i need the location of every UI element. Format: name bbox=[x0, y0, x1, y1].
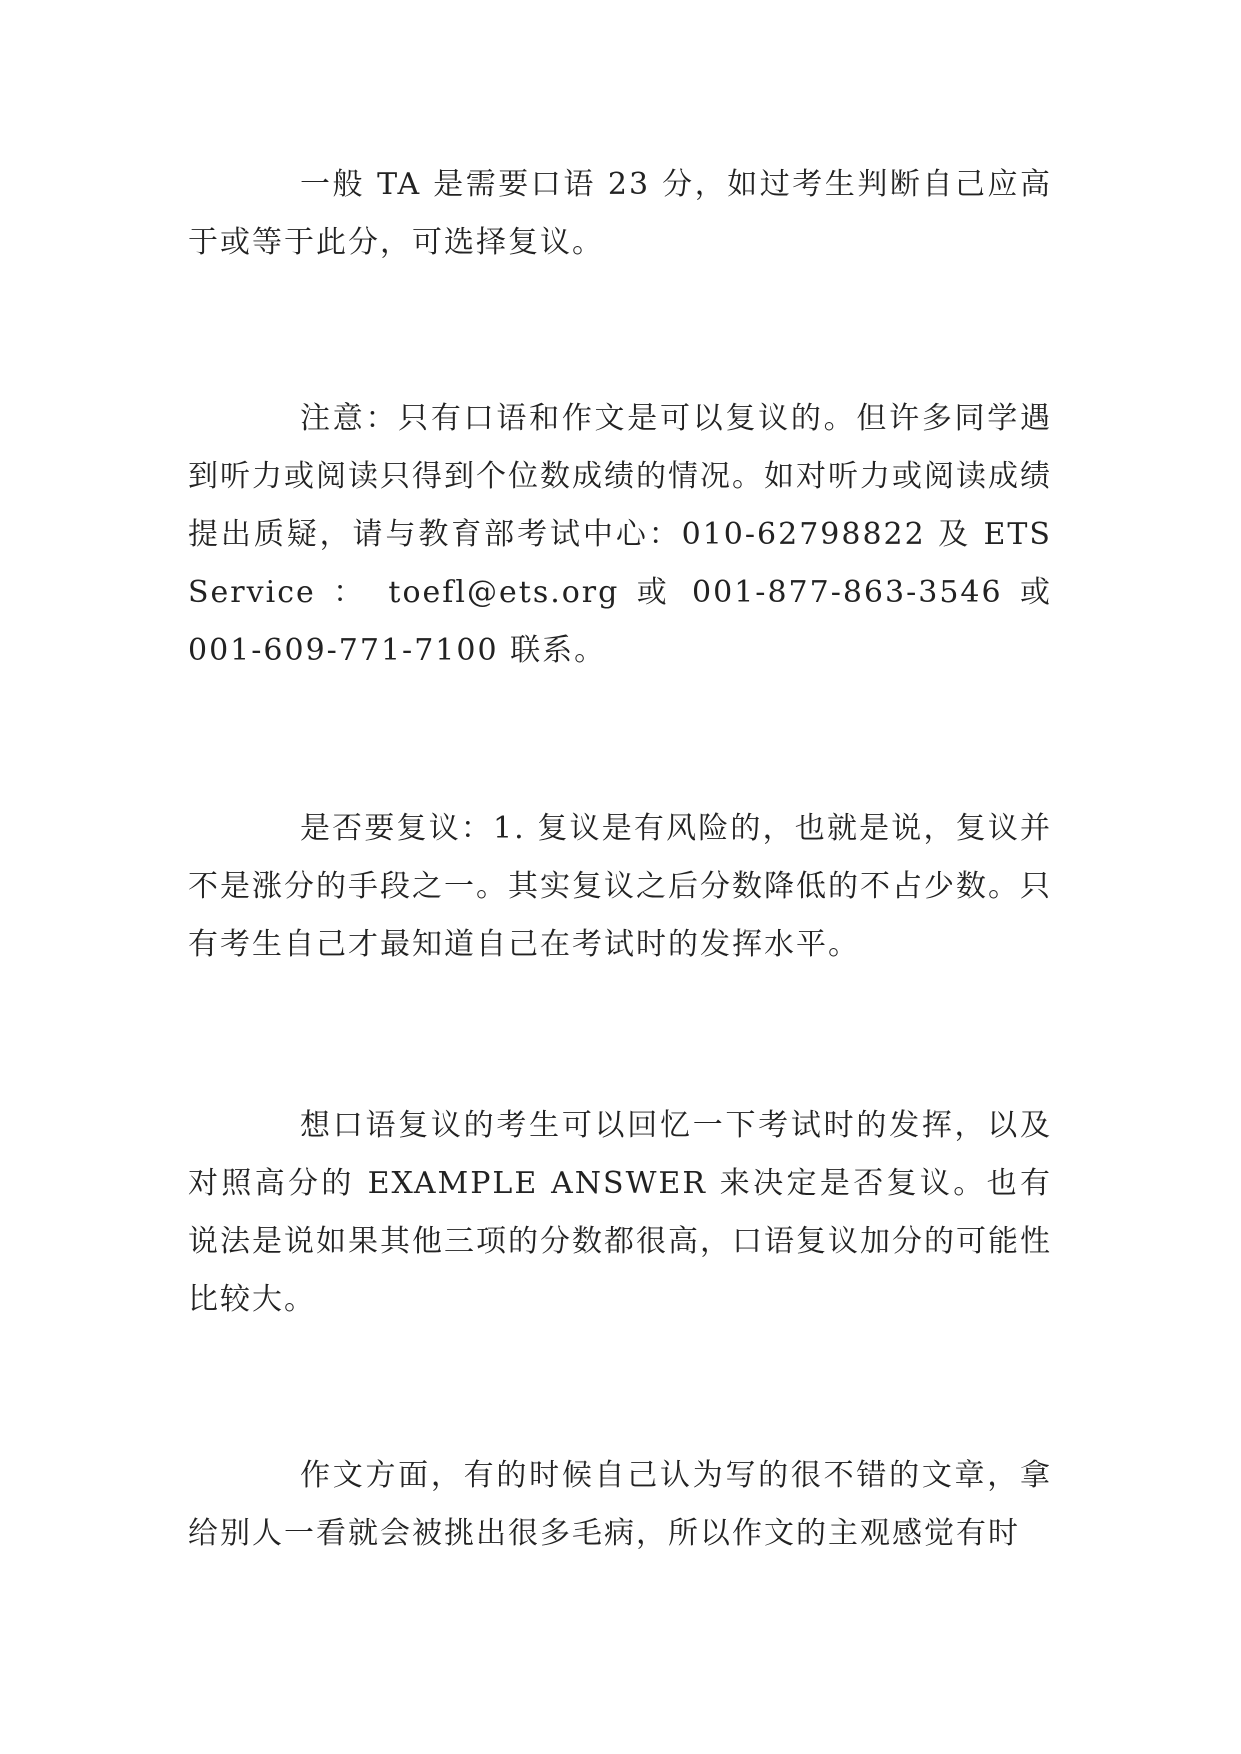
paragraph-ta-speaking-score: 一般 TA 是需要口语 23 分，如过考生判断自己应高于或等于此分，可选择复议。 bbox=[188, 167, 1052, 260]
paragraph-review-note: 注意：只有口语和作文是可以复议的。但许多同学遇到听力或阅读只得到个位数成绩的情况。如对听力或阅读成绩提出质疑，请与教育部考试中心：010-62798822 及 ETS Service ： toefl@ets.org 或 001-877-863-3546 或 001-609-771-7100 联系。 bbox=[188, 401, 1052, 668]
paragraph-speaking-review: 想口语复议的考生可以回忆一下考试时的发挥，以及对照高分的 EXAMPLE ANSWER 来决定是否复议。也有说法是说如果其他三项的分数都很高，口语复议加分的可能性比较大。 bbox=[188, 1108, 1052, 1317]
paragraph-writing-review: 作文方面，有的时候自己认为写的很不错的文章，拿给别人一看就会被挑出很多毛病，所以作文的主观感觉有时 bbox=[188, 1458, 1052, 1551]
paragraph-whether-to-review: 是否要复议：1. 复议是有风险的，也就是说，复议并不是涨分的手段之一。其实复议之后分数降低的不占少数。只有考生自己才最知道自己在考试时的发挥水平。 bbox=[188, 811, 1052, 962]
